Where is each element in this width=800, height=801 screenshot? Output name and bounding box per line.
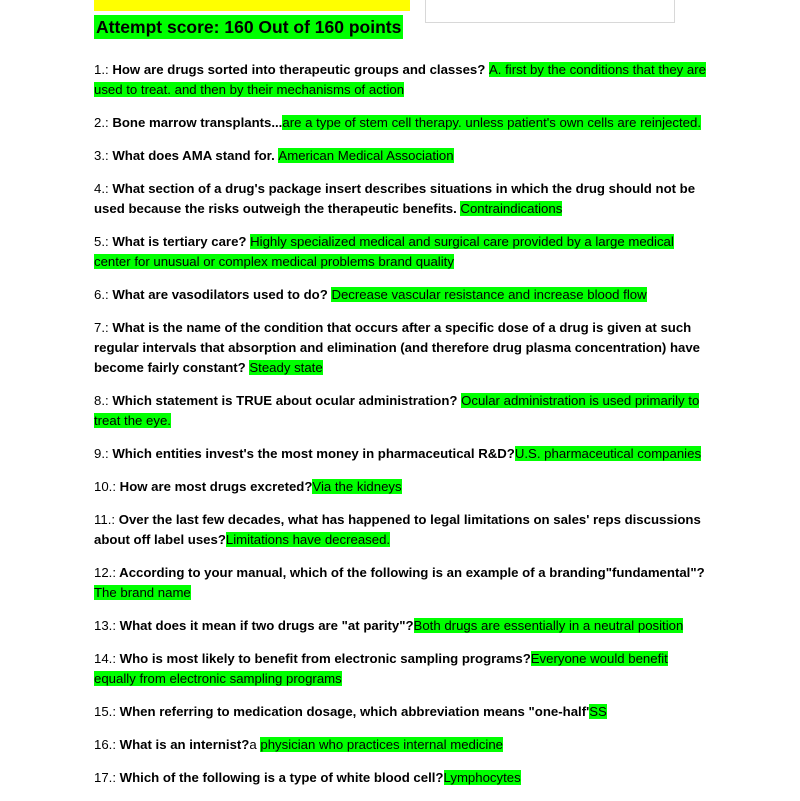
qa-item — [94, 146, 710, 166]
question-number: 5.: — [94, 234, 109, 249]
question-number: 6.: — [94, 287, 109, 302]
qa-item — [94, 285, 710, 305]
answer-highlight: The brand name — [94, 585, 191, 600]
attempt-score: Attempt score: 160 Out of 160 points — [96, 17, 402, 37]
question-number: 17.: — [94, 770, 116, 785]
question-text: What is the name of the condition that occurs after a specific dose of a drug is given at such regular intervals that absorption and elimination (and therefore drug plasma concentration) have become fairly constant? — [94, 320, 701, 375]
question-text: What are vasodilators used to do? — [108, 287, 332, 302]
question-text: According to your manual, which of the following is an example of a branding"fundamental"? — [116, 565, 705, 580]
answer-highlight: SS — [589, 704, 607, 719]
question-list — [94, 60, 710, 801]
question-text: What does AMA stand for. — [108, 148, 279, 163]
qa-item — [94, 113, 710, 133]
answer-highlight: Both drugs are essentially in a neutral position — [413, 618, 684, 633]
question-text: How are drugs sorted into therapeutic groups and classes? — [108, 62, 489, 77]
qa-item — [94, 477, 710, 497]
question-number: 9.: — [94, 446, 109, 461]
answer-highlight: are a type of stem cell therapy. unless patient's own cells are reinjected. — [282, 115, 701, 130]
question-text: Which of the following is a type of white blood cell? — [116, 770, 444, 785]
question-number: 12.: — [94, 565, 116, 580]
question-number: 13.: — [94, 618, 116, 633]
qa-item — [94, 318, 710, 378]
qa-item — [94, 391, 710, 431]
question-text: What section of a drug's package insert describes situations in which the drug should not be used because the risks outweigh the therapeutic benefits. — [94, 181, 696, 216]
answer-highlight: A. first by the conditions that they are used to treat. and then by their mechanisms of action — [94, 62, 706, 97]
question-text: What does it mean if two drugs are "at parity"? — [116, 618, 414, 633]
qa-item — [94, 563, 710, 603]
question-text: What is tertiary care? — [108, 234, 251, 249]
answer-highlight: American Medical Association — [278, 148, 454, 163]
question-number: 3.: — [94, 148, 109, 163]
qa-item — [94, 60, 710, 100]
qa-item — [94, 444, 710, 464]
question-text: Who is most likely to benefit from electronic sampling programs? — [116, 651, 531, 666]
question-text: Over the last few decades, what has happened to legal limitations on sales' reps discussions about off label uses? — [94, 512, 701, 547]
answer-highlight: Highly specialized medical and surgical care provided by a large medical center for unusual or complex medical problems brand quality — [94, 234, 674, 269]
answer-highlight: physician who practices internal medicine — [260, 737, 503, 752]
question-number: 11.: — [94, 512, 116, 527]
question-number: 16.: — [94, 737, 116, 752]
qa-item — [94, 735, 710, 755]
answer-highlight: Ocular administration is used primarily to treat the eye. — [94, 393, 700, 428]
answer-highlight: Steady state — [249, 360, 323, 375]
question-number: 8.: — [94, 393, 109, 408]
question-number: 1.: — [94, 62, 109, 77]
answer-highlight: Lymphocytes — [443, 770, 521, 785]
question-text: How are most drugs excreted? — [116, 479, 313, 494]
question-text: What is an internist? — [116, 737, 250, 752]
question-number: 15.: — [94, 704, 116, 719]
header-text-box — [425, 0, 675, 23]
answer-highlight: Via the kidneys — [312, 479, 402, 494]
answer-highlight: Contraindications — [460, 201, 563, 216]
answer-highlight: Everyone would benefit equally from electronic sampling programs — [94, 651, 668, 686]
document-title — [94, 0, 410, 11]
qa-item — [94, 232, 710, 272]
question-number: 14.: — [94, 651, 116, 666]
question-text: Bone marrow transplants... — [108, 115, 283, 130]
qa-item — [94, 510, 710, 550]
qa-item — [94, 768, 710, 788]
question-text: Which statement is TRUE about ocular administration? — [108, 393, 462, 408]
answer-highlight: Limitations have decreased. — [225, 532, 391, 547]
question-text: When referring to medication dosage, which abbreviation means "one-half' — [116, 704, 590, 719]
question-text: Which entities invest's the most money in pharmaceutical R&D? — [108, 446, 515, 461]
qa-item — [94, 616, 710, 636]
qa-item — [94, 702, 710, 722]
qa-item — [94, 649, 710, 689]
question-number: 10.: — [94, 479, 116, 494]
question-number: 4.: — [94, 181, 109, 196]
question-number: 2.: — [94, 115, 109, 130]
answer-highlight: Decrease vascular resistance and increase blood flow — [331, 287, 647, 302]
answer-prefix: a — [249, 737, 261, 752]
question-number: 7.: — [94, 320, 109, 335]
qa-item — [94, 179, 710, 219]
answer-highlight: U.S. pharmaceutical companies — [514, 446, 702, 461]
